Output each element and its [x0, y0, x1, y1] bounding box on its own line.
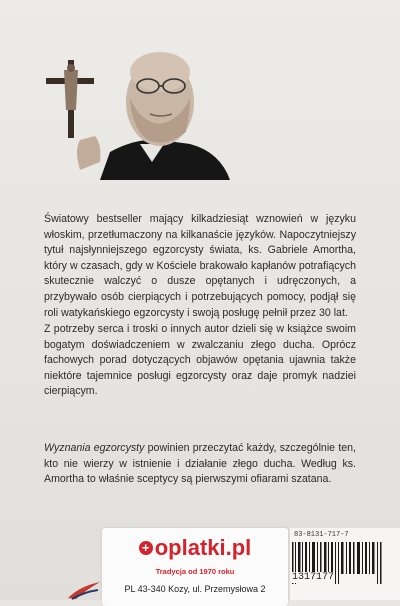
- isbn-barcode: [290, 528, 400, 600]
- store-address: PL 43-340 Kozy, ul. Przemysłowa 2: [124, 584, 266, 594]
- logo-plus-icon: +: [139, 541, 153, 555]
- author-photo: [40, 40, 235, 180]
- brand-letter: o: [154, 535, 169, 560]
- store-tagline: Tradycja od 1970 roku: [155, 567, 235, 576]
- description-paragraph-1: Światowy bestseller mający kilkadziesiąt wznowień w języku włoskim, przetłumaczony na kilkanaście języków. Napoczytniejszy tytuł najsłynniejszego egzorcysty świata, ks. Gabriele Amortha, który w czasach, gdy w Kościele brakowało kapłanów potrafiących skutecznie walczyć o dusze opętanych i udręczonych, a przybywało osób cierpiących i potrzebujących pomocy, podjął się roli watykańskiego egzorcysty i swoją posługę pełnił przez 30 lat.: [44, 213, 356, 319]
- paragraph-3-text: powinien przeczytać każdy, szczególnie ten, kto nie wierzy w istnienie i działanie złego ducha. Według ks. Amortha to właśnie sceptycy są pierwszymi ofiarami szatana.: [44, 442, 356, 486]
- store-sticker: [102, 528, 288, 606]
- description-paragraph-2: Z potrzeby serca i troski o innych autor dzieli się w książce swoim bogatym doświadczeniem w zwalczaniu złego ducha. Oprócz fachowych porad dotyczących objawów opętania ujawnia także niektóre tajemnice posługi egzorcysty oraz daje promyk nadziei cierpiącym.: [44, 323, 356, 398]
- description-paragraph-3: [44, 441, 356, 488]
- brand-name: plat​ki.pl: [168, 535, 252, 560]
- barcode-digits: 1317177: [292, 572, 335, 583]
- book-title-italic: Wyznania egzorcysty: [44, 442, 145, 454]
- isbn-number: 83-8131-717-7: [294, 531, 349, 539]
- store-logo: [102, 535, 288, 561]
- author-with-crucifix-image: [40, 40, 235, 180]
- publisher-logo-swoosh: [66, 572, 102, 600]
